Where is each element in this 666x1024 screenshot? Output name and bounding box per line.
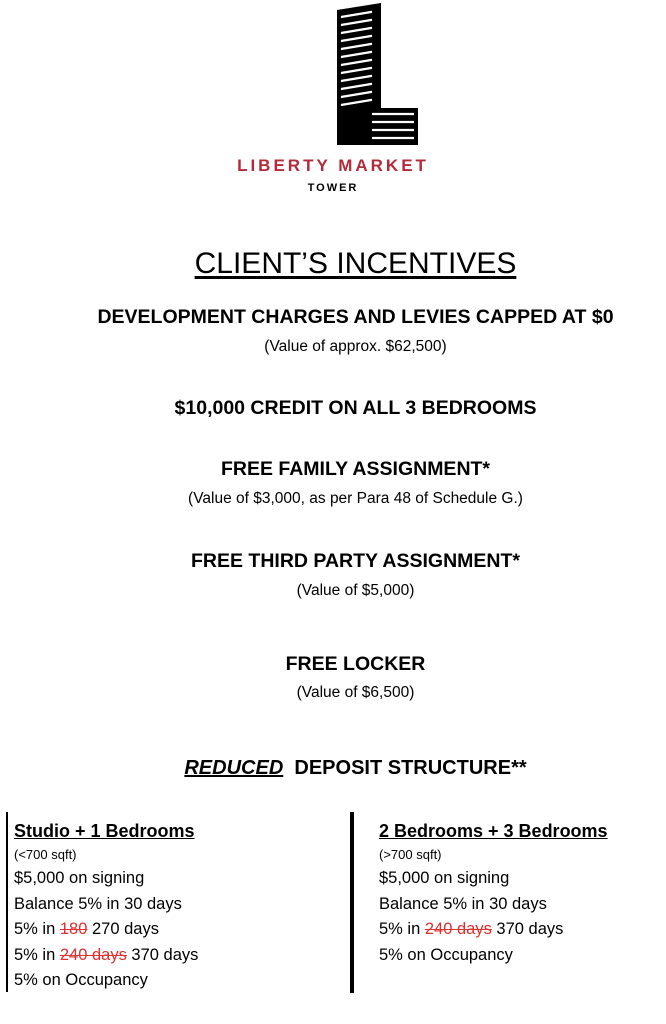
left-divider [6, 812, 8, 992]
payment-prefix: 5% in [14, 945, 60, 964]
incentive-heading-locker: FREE LOCKER [285, 653, 426, 675]
occupancy-line: 5% on Occupancy [379, 945, 513, 964]
struck-value: 180 [59, 920, 88, 938]
deposit-column-2-3bed [379, 818, 608, 968]
size-note: (<700 sqft) [14, 847, 77, 862]
center-divider [350, 812, 354, 993]
payment-prefix: 5% in [379, 920, 425, 938]
column-heading: Studio + 1 Bedrooms [14, 821, 195, 841]
brand-name: LIBERTY MARKET [237, 156, 429, 175]
column-heading: 2 Bedrooms + 3 Bedrooms [379, 821, 608, 841]
signing-line: $5,000 on signing [379, 869, 510, 887]
balance-line: Balance 5% in 30 days [379, 894, 547, 913]
payment-line-1 [14, 917, 198, 943]
deposit-column-studio-1bed [14, 818, 198, 994]
struck-value: 240 days [424, 920, 492, 938]
payment-line-1 [379, 917, 608, 943]
size-note: (>700 sqft) [379, 847, 442, 862]
incentive-note-locker: (Value of $6,500) [296, 684, 415, 701]
payment-prefix: 5% in [14, 920, 60, 938]
deposit-structure-title [0, 757, 666, 780]
incentive-note-third-party-assignment: (Value of $5,000) [296, 582, 415, 599]
new-value: 370 days [126, 945, 199, 964]
incentive-heading-third-party-assignment: FREE THIRD PARTY ASSIGNMENT* [191, 550, 520, 572]
struck-value: 240 days [59, 945, 127, 964]
incentive-heading-credit: $10,000 CREDIT ON ALL 3 BEDROOMS [174, 397, 537, 419]
deposit-title-rest: DEPOSIT STRUCTURE** [294, 757, 527, 779]
incentive-heading-development: DEVELOPMENT CHARGES AND LEVIES CAPPED AT $0 [97, 306, 614, 328]
incentive-note-development: (Value of approx. $62,500) [264, 338, 447, 355]
new-value: 270 days [87, 920, 159, 938]
deposit-title-emphasis: REDUCED [184, 757, 284, 779]
incentive-note-family-assignment: (Value of $3,000, as per Para 48 of Schedule G.) [188, 490, 523, 507]
signing-line: $5,000 on signing [14, 869, 145, 887]
new-value: 370 days [491, 920, 564, 938]
balance-line: Balance 5% in 30 days [14, 894, 182, 913]
page-title: CLIENT’S INCENTIVES [194, 247, 517, 280]
payment-line-2 [14, 943, 198, 969]
occupancy-line: 5% on Occupancy [14, 971, 148, 989]
brand-subtitle: TOWER [307, 182, 359, 194]
incentive-heading-family-assignment: FREE FAMILY ASSIGNMENT* [220, 458, 491, 480]
